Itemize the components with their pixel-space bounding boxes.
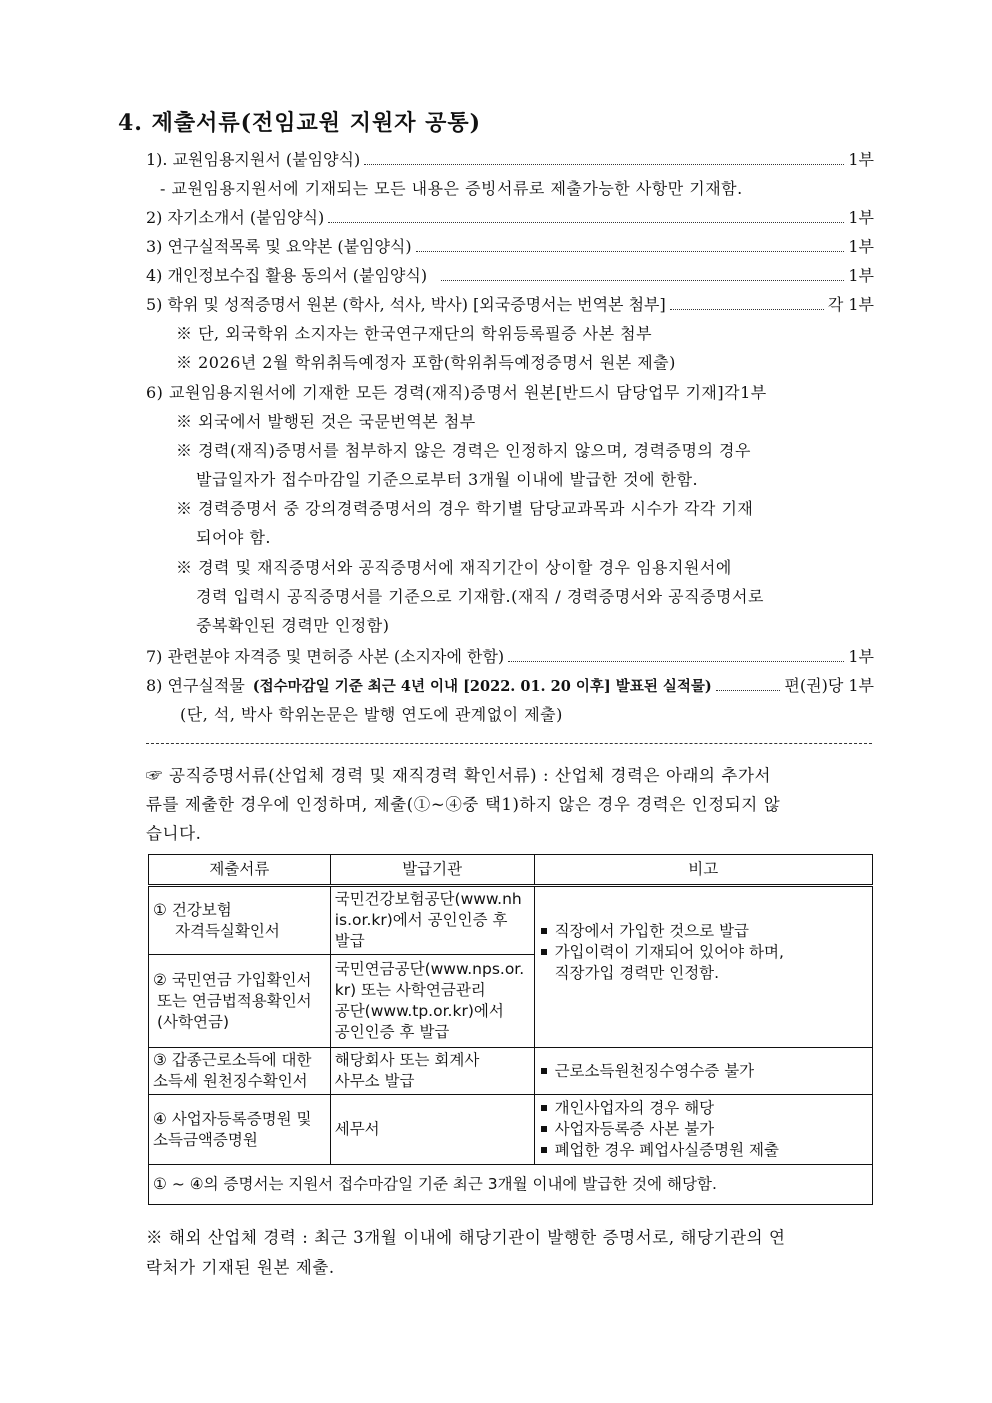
cell-line: kr) 또는 사학연금관리 <box>334 981 486 999</box>
cell-line: 국민건강보험공단(www.nh <box>334 890 522 908</box>
list-item: 경력 입력시 공직증명서를 기준으로 기재함.(재직 / 경력증명서와 공직증명서로 <box>196 587 764 606</box>
list-item: 중복확인된 경력만 인정함) <box>196 616 390 635</box>
item-text: 2) 자기소개서 (붙임양식) <box>146 208 325 227</box>
remark-bullet: 사업자등록증 사본 불가 <box>539 1119 868 1140</box>
cell-line: 해당회사 또는 회계사 <box>334 1051 480 1069</box>
cell-line: ② 국민연금 가입확인서 <box>153 970 312 989</box>
list-item: - 교원임용지원서에 기재되는 모든 내용은 증빙서류로 제출가능한 사항만 기재함. <box>160 179 743 198</box>
list-item: ※ 경력증명서 중 강의경력증명서의 경우 학기별 담당교과목과 시수가 각각 기재 <box>176 499 754 518</box>
header-cell: 발급기관 <box>330 855 534 886</box>
doc-cell <box>149 955 331 1048</box>
item-text: 5) 학위 및 성적증명서 원본 (학사, 석사, 박사) [외국증명서는 번역본 첨부] <box>146 295 666 314</box>
doc-cell <box>149 886 331 955</box>
cell-line: 소득금액증명원 <box>153 1130 258 1149</box>
item-qty: 1부 <box>848 237 874 256</box>
item-text: 8) 연구실적물 <box>146 676 245 695</box>
item-qty: 편(권)당 1부 <box>784 676 874 695</box>
cell-line: 자격득실확인서 <box>175 921 280 940</box>
item-qty: 1부 <box>848 208 874 227</box>
item-qty: 1부 <box>848 266 874 285</box>
table-row <box>149 886 873 955</box>
cell-line: 발급 <box>334 932 365 950</box>
divider <box>146 743 872 744</box>
list-item <box>146 644 874 667</box>
cell-line: ① 건강보험 <box>153 900 232 919</box>
list-item <box>146 263 874 286</box>
issuer-cell <box>330 955 534 1048</box>
list-item: ※ 외국에서 발행된 것은 국문번역본 첨부 <box>176 412 476 431</box>
cell-line: is.or.kr)에서 공인인증 후 <box>334 911 508 929</box>
list-item <box>146 205 874 228</box>
doc-cell <box>149 1048 331 1095</box>
table-footer-row <box>149 1165 873 1205</box>
item-text: 4) 개인정보수집 활용 동의서 (붙임양식) <box>146 266 428 285</box>
remark-bullet: 직장에서 가입한 것으로 발급 <box>539 921 868 942</box>
cell-line: 세무서 <box>334 1120 380 1138</box>
doc-cell <box>149 1095 331 1165</box>
list-item: ※ 2026년 2월 학위취득예정자 포함(학위취득예정증명서 원본 제출) <box>176 353 676 372</box>
list-item: 6) 교원임용지원서에 기재한 모든 경력(재직)증명서 원본[반드시 담당업무 기재]각1부 <box>146 383 767 402</box>
documents-table <box>148 854 873 1205</box>
list-item: (단, 석, 박사 학위논문은 발행 연도에 관계없이 제출) <box>180 705 563 724</box>
item-qty: 1부 <box>848 647 874 666</box>
bottom-note-line: 락처가 기재된 원본 제출. <box>146 1258 335 1277</box>
remark-bullet: 근로소득원천징수영수증 불가 <box>539 1061 868 1082</box>
remark-bullet: 가입이력이 기재되어 있어야 하며, <box>539 942 868 963</box>
remark-cell <box>534 886 872 1048</box>
table-header <box>149 855 873 886</box>
cell-line: 공인인증 후 발급 <box>334 1023 450 1041</box>
table-row <box>149 1048 873 1095</box>
remark-bullet: 폐업한 경우 폐업사실증명원 제출 <box>539 1140 868 1161</box>
cell-line: 또는 연금법적용확인서 <box>157 991 312 1010</box>
list-item: ※ 단, 외국학위 소지자는 한국연구재단의 학위등록필증 사본 첨부 <box>176 324 653 343</box>
item-emphasis: (접수마감일 기준 최근 4년 이내 [2022. 01. 20 이후] 발표된 실적물) <box>252 678 712 695</box>
cell-line: 국민연금공단(www.nps.or. <box>334 960 525 978</box>
remark-cell <box>534 1048 872 1095</box>
footer-cell: ① ~ ④의 증명서는 지원서 접수마감일 기준 최근 3개월 이내에 발급한 것에 해당함. <box>149 1165 873 1205</box>
cell-line: 공단(www.tp.or.kr)에서 <box>334 1002 504 1020</box>
cell-line: (사학연금) <box>157 1012 229 1031</box>
item-text: 7) 관련분야 자격증 및 면허증 사본 (소지자에 한함) <box>146 647 505 666</box>
remark-cell <box>534 1095 872 1165</box>
issuer-cell <box>330 1048 534 1095</box>
cell-line: ④ 사업자등록증명원 및 <box>153 1109 312 1128</box>
issuer-cell <box>330 1095 534 1165</box>
list-item <box>146 673 874 696</box>
issuer-cell <box>330 886 534 955</box>
list-item <box>146 292 874 315</box>
list-item: ※ 경력(재직)증명서를 첨부하지 않은 경력은 인정하지 않으며, 경력증명의 경우 <box>176 441 751 460</box>
cell-line: 소득세 원천징수확인서 <box>153 1072 308 1090</box>
table-row <box>149 1095 873 1165</box>
bottom-note-line: ※ 해외 산업체 경력 : 최근 3개월 이내에 해당기관이 발행한 증명서로, 해당기관의 연 <box>146 1228 786 1247</box>
note-line: 습니다. <box>146 824 202 843</box>
item-qty: 각 1부 <box>827 295 874 314</box>
note-line: ☞ 공직증명서류(산업체 경력 및 재직경력 확인서류) : 산업체 경력은 아래의 추가서 <box>146 766 772 785</box>
item-text: 3) 연구실적목록 및 요약본 (붙임양식) <box>146 237 412 256</box>
header-cell: 제출서류 <box>149 855 331 886</box>
header-cell: 비고 <box>534 855 872 886</box>
cell-line: 사무소 발급 <box>334 1072 415 1090</box>
remark-bullet: 개인사업자의 경우 해당 <box>539 1098 868 1119</box>
section-title: 4. 제출서류(전임교원 지원자 공통) <box>118 110 482 136</box>
list-item <box>146 147 874 170</box>
item-text: 1). 교원임용지원서 (붙임양식) <box>146 150 361 169</box>
list-item: 되어야 함. <box>196 528 271 547</box>
list-item: ※ 경력 및 재직증명서와 공직증명서에 재직기간이 상이할 경우 임용지원서에 <box>176 558 732 577</box>
note-line: 류를 제출한 경우에 인정하며, 제출(①~④중 택1)하지 않은 경우 경력은 인정되지 않 <box>146 795 781 814</box>
remark-line: 직장가입 경력만 인정함. <box>554 963 720 982</box>
item-qty: 1부 <box>848 150 874 169</box>
list-item <box>146 234 874 257</box>
cell-line: ③ 갑종근로소득에 대한 <box>153 1051 312 1069</box>
list-item: 발급일자가 접수마감일 기준으로부터 3개월 이내에 발급한 것에 한함. <box>196 470 699 489</box>
